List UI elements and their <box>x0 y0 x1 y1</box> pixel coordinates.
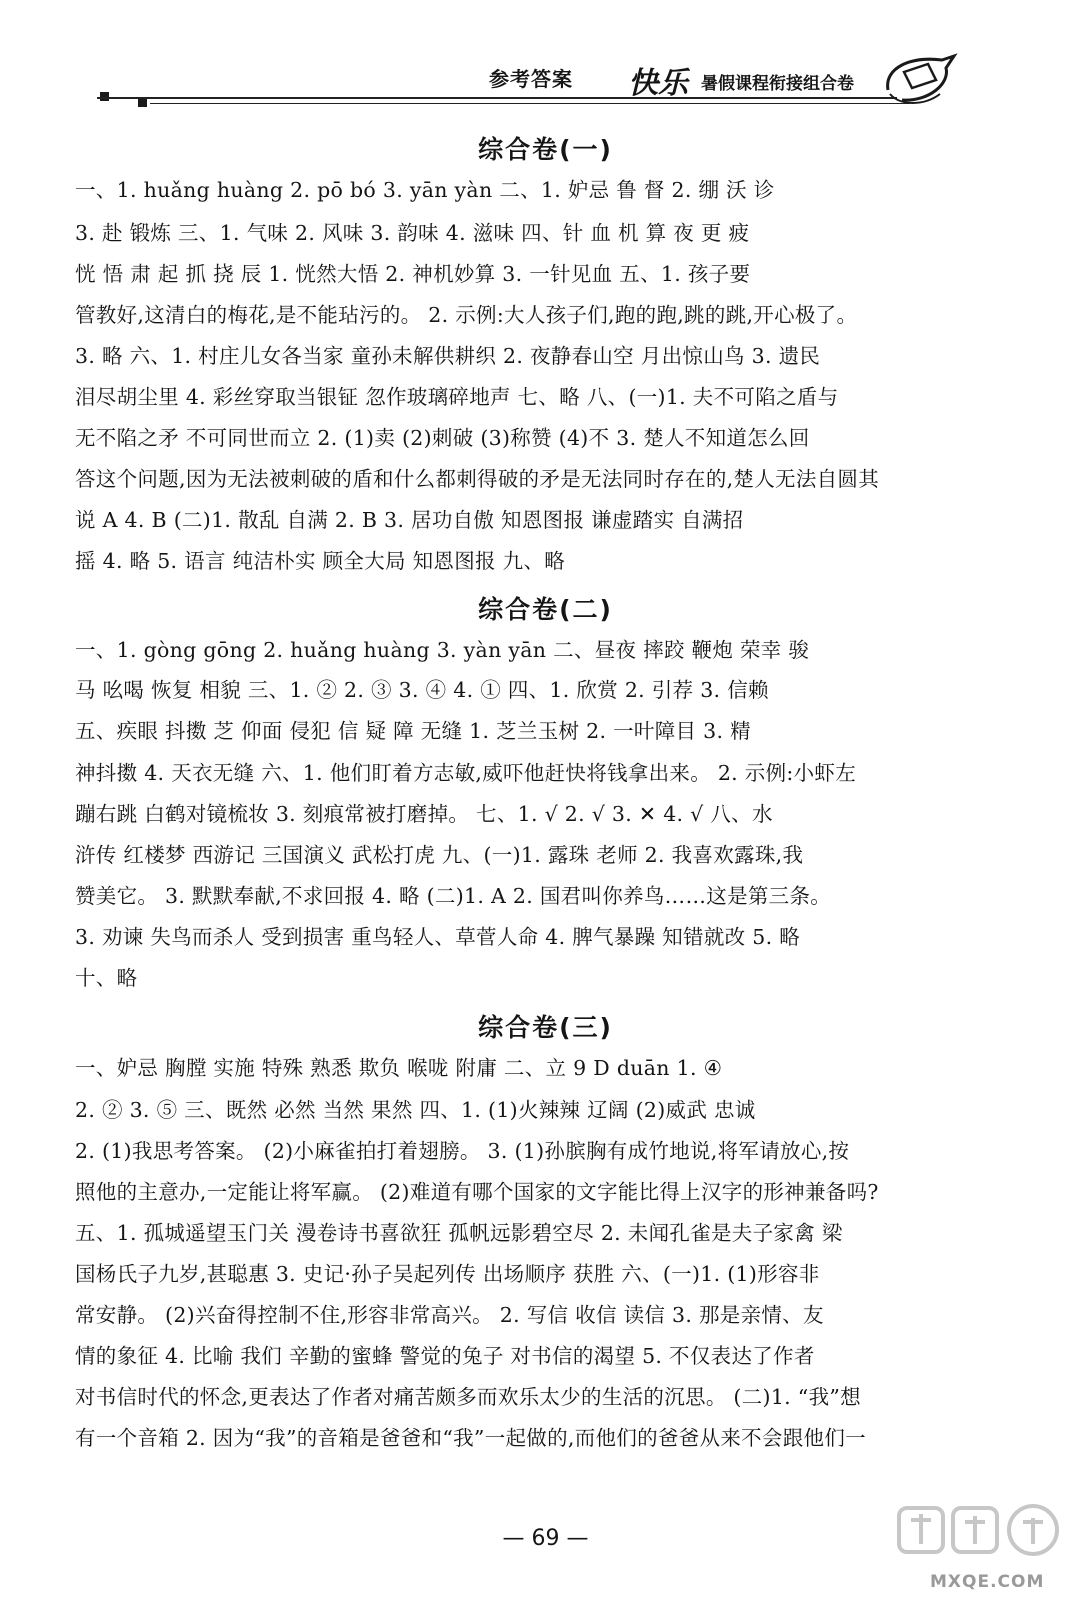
section-2-line: 3. 劝谏 失鸟而杀人 受到损害 重鸟轻人、草菅人命 4. 脾气暴躁 知错就改 5. 略 <box>75 925 801 949</box>
section-1-line: 泪尽胡尘里 4. 彩丝穿取当银钲 忽作玻璃碎地声 七、略 八、(一)1. 夫不可陷之盾与 <box>75 385 839 409</box>
book-logo-icon <box>880 50 960 112</box>
section-1-line: 3. 略 六、1. 村庄儿女各当家 童孙未解供耕织 2. 夜静春山空 月出惊山鸟 3. 遗民 <box>75 344 821 368</box>
section-2-line: 神抖擞 4. 天衣无缝 六、1. 他们盯着方志敏,威吓他赶快将钱拿出来。 2. 示例:小虾左 <box>75 761 856 785</box>
section-2-line: 赞美它。 3. 默默奉献,不求回报 4. 略 (二)1. A 2. 国君叫你养鸟……这是第三条。 <box>75 884 832 908</box>
header-square-2 <box>138 98 147 107</box>
section-1-line: 恍 悟 肃 起 抓 挠 辰 1. 恍然大悟 2. 神机妙算 3. 一针见血 五、1. 孩子要 <box>75 262 751 286</box>
section-3-line: 2. (1)我思考答案。 (2)小麻雀拍打着翅膀。 3. (1)孙膑胸有成竹地说,将军请放心,按 <box>75 1139 850 1163</box>
section-3-line: 常安静。 (2)兴奋得控制不住,形容非常高兴。 2. 写信 收信 读信 3. 那是亲情、友 <box>75 1303 824 1327</box>
section-title-2: 综合卷(二) <box>478 595 613 624</box>
section-2-line: 五、疾眼 抖擞 芝 仰面 侵犯 信 疑 障 无缝 1. 芝兰玉树 2. 一叶障目 3. 精 <box>75 719 751 743</box>
section-1-line: 摇 4. 略 5. 语言 纯洁朴实 顾全大局 知恩图报 九、略 <box>75 549 566 573</box>
section-3-line: 对书信时代的怀念,更表达了作者对痛苦颇多而欢乐太少的生活的沉思。 (二)1. “我”想 <box>75 1385 861 1409</box>
section-3-line: 2. ② 3. ⑤ 三、既然 必然 当然 果然 四、1. (1)火辣辣 辽阔 (2)威武 忠诚 <box>75 1098 756 1122</box>
section-3-line: 照他的主意办,一定能让将军赢。 (2)难道有哪个国家的文字能比得上汉字的形神兼备吗? <box>75 1180 879 1204</box>
section-3-line: 情的象征 4. 比喻 我们 辛勤的蜜蜂 警觉的兔子 对书信的渴望 5. 不仅表达了作者 <box>75 1344 815 1368</box>
section-2-line: 蹦右跳 白鹤对镜梳妆 3. 刻痕常被打磨掉。 七、1. √ 2. √ 3. ✕ 4. √ 八、水 <box>75 802 773 826</box>
header-rule-thin <box>150 103 910 104</box>
section-1-line: 说 A 4. B (二)1. 散乱 自满 2. B 3. 居功自傲 知恩图报 谦虚踏实 自满招 <box>75 508 744 532</box>
section-3-line: 有一个音箱 2. 因为“我”的音箱是爸爸和“我”一起做的,而他们的爸爸从来不会跟他们一 <box>75 1426 866 1450</box>
section-1-line: 3. 赴 锻炼 三、1. 气味 2. 风味 3. 韵味 4. 滋味 四、针 血 机 算 夜 更 疲 <box>75 221 750 245</box>
section-2-line: 浒传 红楼梦 西游记 三国演义 武松打虎 九、(一)1. 露珠 老师 2. 我喜欢露珠,我 <box>75 843 804 867</box>
header-brand: 快乐 <box>628 66 688 101</box>
header-rule <box>97 97 897 99</box>
header-series-title: 暑假课程衔接组合卷 <box>701 74 854 94</box>
header-answer-label: 参考答案 <box>489 67 573 91</box>
section-title-1: 综合卷(一) <box>478 135 613 164</box>
watermark-text: MXQE.COM <box>930 1572 1045 1592</box>
page-header <box>0 0 1091 118</box>
watermark-logo-icon <box>895 1500 1065 1572</box>
section-1-line: 管教好,这清白的梅花,是不能玷污的。 2. 示例:大人孩子们,跑的跑,跳的跳,开心极了。 <box>75 303 858 327</box>
section-2-line: 十、略 <box>75 966 138 990</box>
section-1-line: 答这个问题,因为无法被刺破的盾和什么都刺得破的矛是无法同时存在的,楚人无法自圆其 <box>75 467 880 491</box>
page-number: — 69 — <box>502 1526 589 1551</box>
section-2-line: 马 吆喝 恢复 相貌 三、1. ② 2. ③ 3. ④ 4. ① 四、1. 欣赏 2. 引荐 3. 信赖 <box>75 678 769 702</box>
section-2-line: 一、1. gòng gōng 2. huǎng huàng 3. yàn yān 二、昼夜 摔跤 鞭炮 荣幸 骏 <box>75 638 810 662</box>
section-3-line: 五、1. 孤城遥望玉门关 漫卷诗书喜欲狂 孤帆远影碧空尽 2. 未闻孔雀是夫子家禽 梁 <box>75 1221 843 1245</box>
section-title-3: 综合卷(三) <box>478 1013 613 1042</box>
section-1-line: 无不陷之矛 不可同世而立 2. (1)卖 (2)刺破 (3)称赞 (4)不 3. 楚人不知道怎么回 <box>75 426 810 450</box>
section-3-line: 一、妒忌 胸膛 实施 特殊 熟悉 欺负 喉咙 附庸 二、立 9 D duān 1. ④ <box>75 1056 723 1080</box>
section-1-line: 一、1. huǎng huàng 2. pō bó 3. yān yàn 二、1. 妒忌 鲁 督 2. 绷 沃 诊 <box>75 178 775 202</box>
section-3-line: 国杨氏子九岁,甚聪惠 3. 史记·孙子吴起列传 出场顺序 获胜 六、(一)1. (1)形容非 <box>75 1262 820 1286</box>
